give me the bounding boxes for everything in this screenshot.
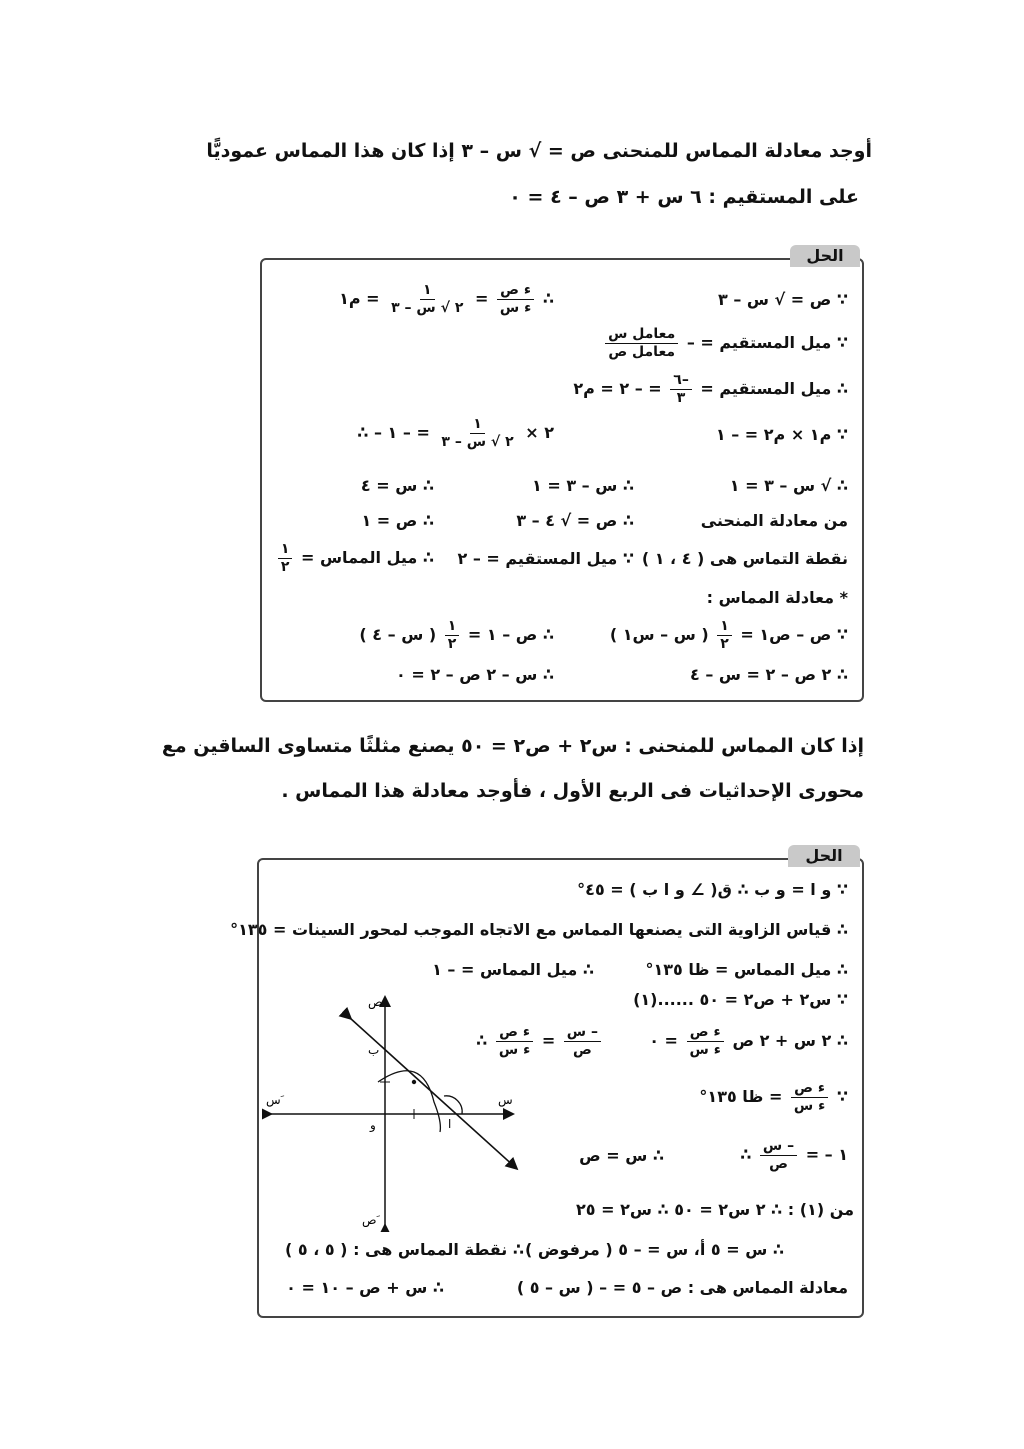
frac-den: ٢ bbox=[447, 636, 457, 652]
sol1-r4-prefix: ∴ – ٢ × bbox=[357, 423, 554, 442]
problem2-line1: إذا كان المماس للمنحنى : س٢ + ص٢ = ٥٠ يصنع مثلثًا متساوى الساقين مع bbox=[161, 735, 864, 757]
frac-num: –٦ bbox=[670, 372, 692, 390]
frac-den: ء س bbox=[499, 300, 532, 316]
sol2-r5-right bbox=[649, 1024, 848, 1059]
sol1-r7-right: نقطة التماس هى ( ٤ ، ١ ) bbox=[641, 549, 848, 568]
sol1-r9-left-suffix: ( س – ٤ ) bbox=[359, 625, 437, 644]
frac-den: ء س bbox=[689, 1042, 721, 1058]
sol1-r4-right: ∵ م١ × م٢ = – ١ bbox=[715, 425, 848, 444]
frac-num: ء ص bbox=[687, 1024, 724, 1042]
sol1-r1-right: ∵ ص = √ س – ٣ bbox=[718, 290, 848, 309]
sol2-r7-frac bbox=[760, 1138, 797, 1173]
frac-num: ء ص bbox=[496, 1024, 533, 1042]
sol1-r5-mid: ∴ س – ٣ = ١ bbox=[532, 476, 634, 495]
frac-num: ء ص bbox=[791, 1080, 828, 1098]
sol2-r5-suffix: = ٠ bbox=[649, 1031, 678, 1050]
frac-den: معامل ص bbox=[608, 344, 676, 360]
sol1-r10-left: ∴ س – ٢ ص – ٢ = ٠ bbox=[396, 665, 554, 684]
sol2-r9-right: ∴ س = ٥ أ، س = – ٥ ( مرفوض ) bbox=[525, 1240, 784, 1259]
problem1-line1: أوجد معادلة المماس للمنحنى ص = √ س – ٣ إذا كان هذا المماس عموديًّا bbox=[206, 140, 872, 162]
sol1-r9-left-prefix: ∴ ص – ١ = bbox=[467, 625, 554, 644]
sol2-r6-frac bbox=[791, 1080, 828, 1115]
sol1-r3 bbox=[573, 372, 848, 407]
sol1-r6-right: من معادلة المنحنى bbox=[700, 511, 848, 530]
sol1-r2-frac bbox=[605, 326, 678, 361]
label-x: س bbox=[498, 1093, 513, 1107]
sol1-r2-text: ∵ ميل المستقيم = – bbox=[686, 333, 848, 352]
sol2-r7-suffix: = – ١ bbox=[805, 1145, 848, 1164]
sol1-r9-left bbox=[359, 618, 554, 653]
sol1-r9-prefix: ∵ ص – ص١ = bbox=[740, 625, 848, 644]
tangent-point bbox=[412, 1080, 416, 1084]
frac-den: ٢ √ س – ٣ bbox=[441, 434, 514, 450]
sol2-r6 bbox=[699, 1080, 848, 1115]
sol2-r6-suffix: = ظا ١٣٥° bbox=[699, 1087, 783, 1106]
frac-num: – س bbox=[564, 1024, 601, 1042]
sol2-r5-left-frac2 bbox=[564, 1024, 601, 1059]
equals: = bbox=[474, 289, 489, 308]
sol1-r5-left: ∴ س = ٤ bbox=[360, 476, 434, 495]
sol1-r3-frac bbox=[670, 372, 692, 407]
problem2-line2: محورى الإحداثيات فى الربع الأول ، فأوجد معادلة هذا المماس . bbox=[281, 780, 864, 802]
frac-num: ١ bbox=[278, 541, 293, 559]
sol2-r9-left: ∴ نقطة المماس هى : ( ٥ ، ٥ ) bbox=[284, 1240, 524, 1259]
sol1-r7-frac bbox=[278, 541, 293, 576]
sol1-r4-suffix: = – ١ bbox=[387, 423, 430, 442]
sol2-r5-left-prefix: ∴ bbox=[476, 1031, 488, 1050]
sol1-r9-right bbox=[610, 618, 848, 653]
sol1-r10-right: ∴ ٢ ص – ٢ = س – ٤ bbox=[690, 665, 848, 684]
solution-label-1: الحل bbox=[790, 245, 860, 267]
frac-den: ء س bbox=[793, 1098, 826, 1114]
sol1-r5-right: ∴ √ س – ٣ = ١ bbox=[729, 476, 848, 495]
frac-den: ء س bbox=[498, 1042, 531, 1058]
sol1-r7-prefix: ∴ ميل المماس = bbox=[301, 548, 434, 567]
sol2-r7-prefix: ∴ bbox=[740, 1145, 752, 1164]
sol2-r8: من (١) : ∴ ٢ س٢ = ٥٠ ∴ س٢ = ٢٥ bbox=[576, 1200, 854, 1219]
tangent-graph bbox=[262, 992, 522, 1232]
label-x-neg: س َ bbox=[266, 1093, 285, 1107]
sol2-r7-left: ∴ س = ص bbox=[579, 1146, 664, 1165]
sol1-r8: * معادلة المماس : bbox=[706, 588, 848, 607]
problem1-line2: على المستقيم : ٦ س + ٣ ص – ٤ = ٠ bbox=[509, 186, 859, 208]
frac-den: ص bbox=[572, 1042, 592, 1058]
frac-den: ٢ bbox=[280, 559, 290, 575]
label-origin: و bbox=[370, 1118, 376, 1132]
sol1-r3-text: ∴ ميل المستقيم = bbox=[700, 379, 848, 398]
sol1-r6-left: ∴ ص = ١ bbox=[361, 511, 434, 530]
frac-num: ١ bbox=[717, 618, 732, 636]
label-a: ا bbox=[448, 1117, 452, 1131]
sol1-r7-mid: ∵ ميل المستقيم = – ٢ bbox=[457, 549, 634, 568]
sol2-r6-prefix: ∵ bbox=[836, 1087, 848, 1106]
solution-label-2: الحل bbox=[788, 845, 860, 867]
circle-arc bbox=[378, 1071, 440, 1132]
sol1-r9-left-frac bbox=[445, 618, 460, 653]
sol2-r10-left: ∴ س + ص – ١٠ = ٠ bbox=[286, 1278, 444, 1297]
sol1-r7-left bbox=[275, 541, 434, 576]
frac-den: ٣ bbox=[676, 390, 686, 406]
frac-num: ١ bbox=[470, 416, 485, 434]
frac-num: ١ bbox=[445, 618, 460, 636]
sol1-r6-mid: ∴ ص = √ ٤ – ٣ bbox=[516, 511, 634, 530]
sol1-r1-left bbox=[339, 282, 554, 317]
frac-den: ٢ √ س – ٣ bbox=[391, 300, 464, 316]
sol2-r1: ∵ و ا = و ب ∴ ق( ∠ و ا ب ) = ٤٥° bbox=[577, 880, 848, 899]
sol1-r2 bbox=[602, 326, 848, 361]
sol2-r4: ∵ س٢ + ص٢ = ٥٠ ......(١) bbox=[633, 990, 848, 1009]
sol1-r1-frac1 bbox=[497, 282, 534, 317]
frac-num: ء ص bbox=[497, 282, 534, 300]
sol1-r1-frac2 bbox=[388, 282, 466, 317]
sol2-r10-right: معادلة المماس هى : ص – ٥ = – ( س – ٥ ) bbox=[516, 1278, 848, 1297]
frac-num: ١ bbox=[420, 282, 435, 300]
label-y-neg: ص َ bbox=[362, 1213, 381, 1227]
sol1-r4-frac bbox=[438, 416, 516, 451]
sol1-r4-left bbox=[357, 416, 554, 451]
sol2-r7 bbox=[740, 1138, 848, 1173]
label-y: ص bbox=[368, 995, 383, 1009]
sol2-r2: ∴ قياس الزاوية التى يصنعها المماس مع الاتجاه الموجب لمحور السينات = ١٣٥° bbox=[230, 920, 848, 939]
sol1-r1-suffix: = م١ bbox=[339, 289, 380, 308]
sol1-r3-suffix: = – ٢ = م٢ bbox=[573, 379, 662, 398]
sol2-r3-left: ∴ ميل المماس = – ١ bbox=[432, 960, 594, 979]
frac-num: – س bbox=[760, 1138, 797, 1156]
sol1-r1-prefix: ∴ bbox=[542, 289, 554, 308]
sol2-r3-right: ∴ ميل المماس = ظا ١٣٥° bbox=[645, 960, 848, 979]
frac-den: ٢ bbox=[720, 636, 729, 652]
sol2-r5-frac bbox=[687, 1024, 724, 1059]
sol1-r9-frac bbox=[717, 618, 732, 653]
label-b: ب bbox=[368, 1043, 380, 1057]
equals: = bbox=[541, 1031, 556, 1050]
frac-num: معامل س bbox=[605, 326, 678, 344]
tangent-line bbox=[350, 1018, 516, 1168]
sol2-r5-text: ∴ ٢ س + ٢ ص bbox=[732, 1031, 848, 1050]
sol1-r9-suffix: ( س – س١ ) bbox=[609, 625, 709, 644]
frac-den: ص bbox=[769, 1156, 788, 1172]
